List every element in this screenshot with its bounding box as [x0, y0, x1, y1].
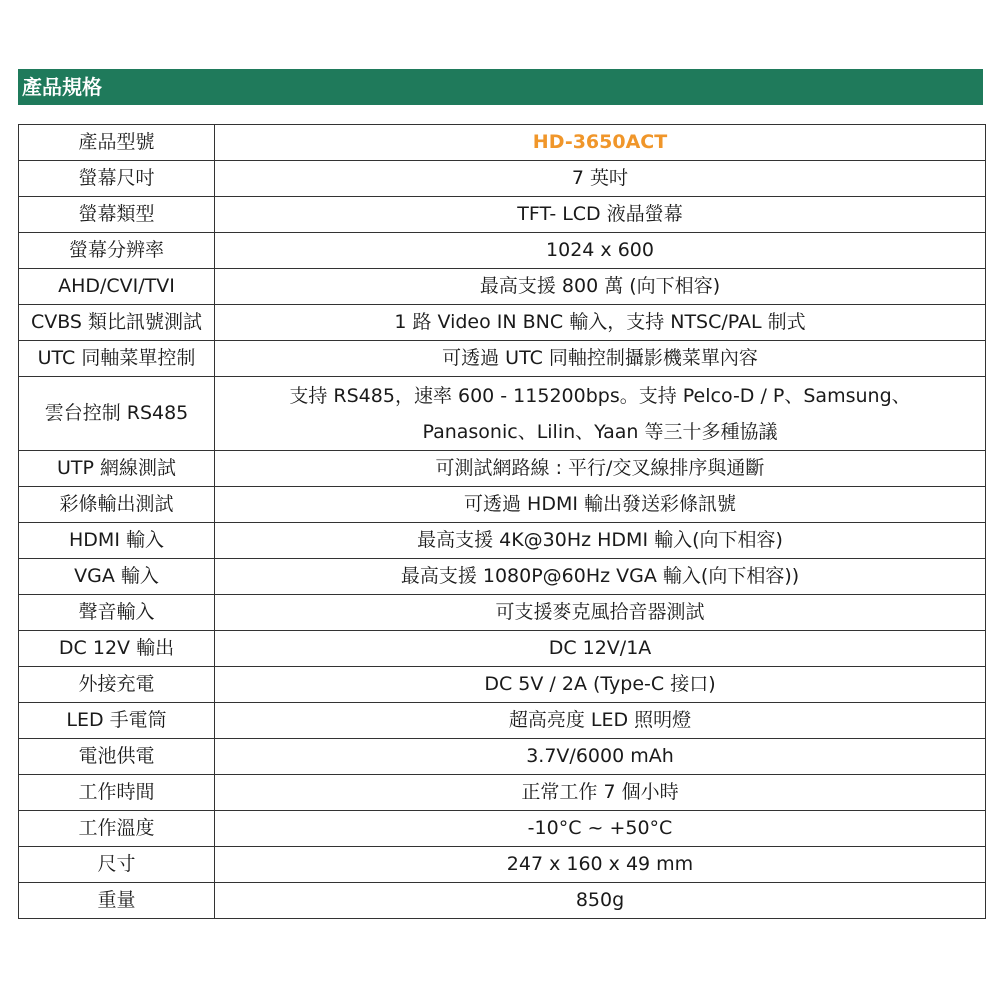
table-row [19, 487, 986, 523]
spec-value: TFT- LCD 液晶螢幕 [215, 197, 986, 233]
spec-label: 螢幕類型 [19, 197, 215, 233]
spec-label: 螢幕尺吋 [19, 161, 215, 197]
table-row [19, 883, 986, 919]
table-row [19, 125, 986, 161]
table-row [19, 197, 986, 233]
spec-label: LED 手電筒 [19, 703, 215, 739]
spec-value: 超高亮度 LED 照明燈 [215, 703, 986, 739]
spec-value: -10°C ~ +50°C [215, 811, 986, 847]
spec-label: 產品型號 [19, 125, 215, 161]
spec-value: 可測試網路線 : 平行/交叉線排序與通斷 [215, 451, 986, 487]
table-row [19, 233, 986, 269]
table-row [19, 703, 986, 739]
spec-value: 7 英吋 [215, 161, 986, 197]
spec-value [215, 377, 986, 451]
spec-value: 1024 x 600 [215, 233, 986, 269]
spec-value-model: HD-3650ACT [215, 125, 986, 161]
spec-value: 可透過 HDMI 輸出發送彩條訊號 [215, 487, 986, 523]
spec-value: 最高支援 1080P@60Hz VGA 輸入(向下相容)) [215, 559, 986, 595]
spec-label: DC 12V 輸出 [19, 631, 215, 667]
table-row [19, 523, 986, 559]
spec-label: UTP 網線測試 [19, 451, 215, 487]
spec-value-line: Panasonic、Lilin、Yaan 等三十多種協議 [422, 420, 778, 443]
spec-value: 最高支援 800 萬 (向下相容) [215, 269, 986, 305]
spec-label: 雲台控制 RS485 [19, 377, 215, 451]
spec-value: DC 12V/1A [215, 631, 986, 667]
spec-value: 247 x 160 x 49 mm [215, 847, 986, 883]
section-title: 產品規格 [22, 75, 102, 99]
table-row [19, 305, 986, 341]
spec-label: UTC 同軸菜單控制 [19, 341, 215, 377]
table-row [19, 631, 986, 667]
table-row [19, 847, 986, 883]
spec-value-line: 支持 RS485，速率 600 - 115200bps。支持 Pelco-D / P、Samsung、 [289, 384, 911, 407]
spec-value: 最高支援 4K@30Hz HDMI 輸入(向下相容) [215, 523, 986, 559]
spec-value: 可支援麥克風拾音器測試 [215, 595, 986, 631]
table-row [19, 775, 986, 811]
spec-label: 外接充電 [19, 667, 215, 703]
spec-label: HDMI 輸入 [19, 523, 215, 559]
table-row [19, 667, 986, 703]
table-row [19, 161, 986, 197]
spec-label: 工作溫度 [19, 811, 215, 847]
spec-label: 工作時間 [19, 775, 215, 811]
spec-label: 尺寸 [19, 847, 215, 883]
spec-label: 重量 [19, 883, 215, 919]
table-row [19, 377, 986, 451]
spec-value: 3.7V/6000 mAh [215, 739, 986, 775]
spec-value: DC 5V / 2A (Type-C 接口) [215, 667, 986, 703]
spec-label: CVBS 類比訊號測試 [19, 305, 215, 341]
table-row [19, 739, 986, 775]
spec-value: 1 路 Video IN BNC 輸入，支持 NTSC/PAL 制式 [215, 305, 986, 341]
table-row [19, 341, 986, 377]
table-row [19, 451, 986, 487]
table-row [19, 559, 986, 595]
table-row [19, 595, 986, 631]
section-header [18, 69, 983, 105]
spec-label: VGA 輸入 [19, 559, 215, 595]
spec-label: 彩條輸出測試 [19, 487, 215, 523]
spec-value: 正常工作 7 個小時 [215, 775, 986, 811]
spec-label: 聲音輸入 [19, 595, 215, 631]
spec-value: 可透過 UTC 同軸控制攝影機菜單內容 [215, 341, 986, 377]
table-row [19, 811, 986, 847]
spec-label: 電池供電 [19, 739, 215, 775]
spec-label: AHD/CVI/TVI [19, 269, 215, 305]
spec-table [18, 124, 986, 919]
table-row [19, 269, 986, 305]
spec-label: 螢幕分辨率 [19, 233, 215, 269]
spec-value: 850g [215, 883, 986, 919]
